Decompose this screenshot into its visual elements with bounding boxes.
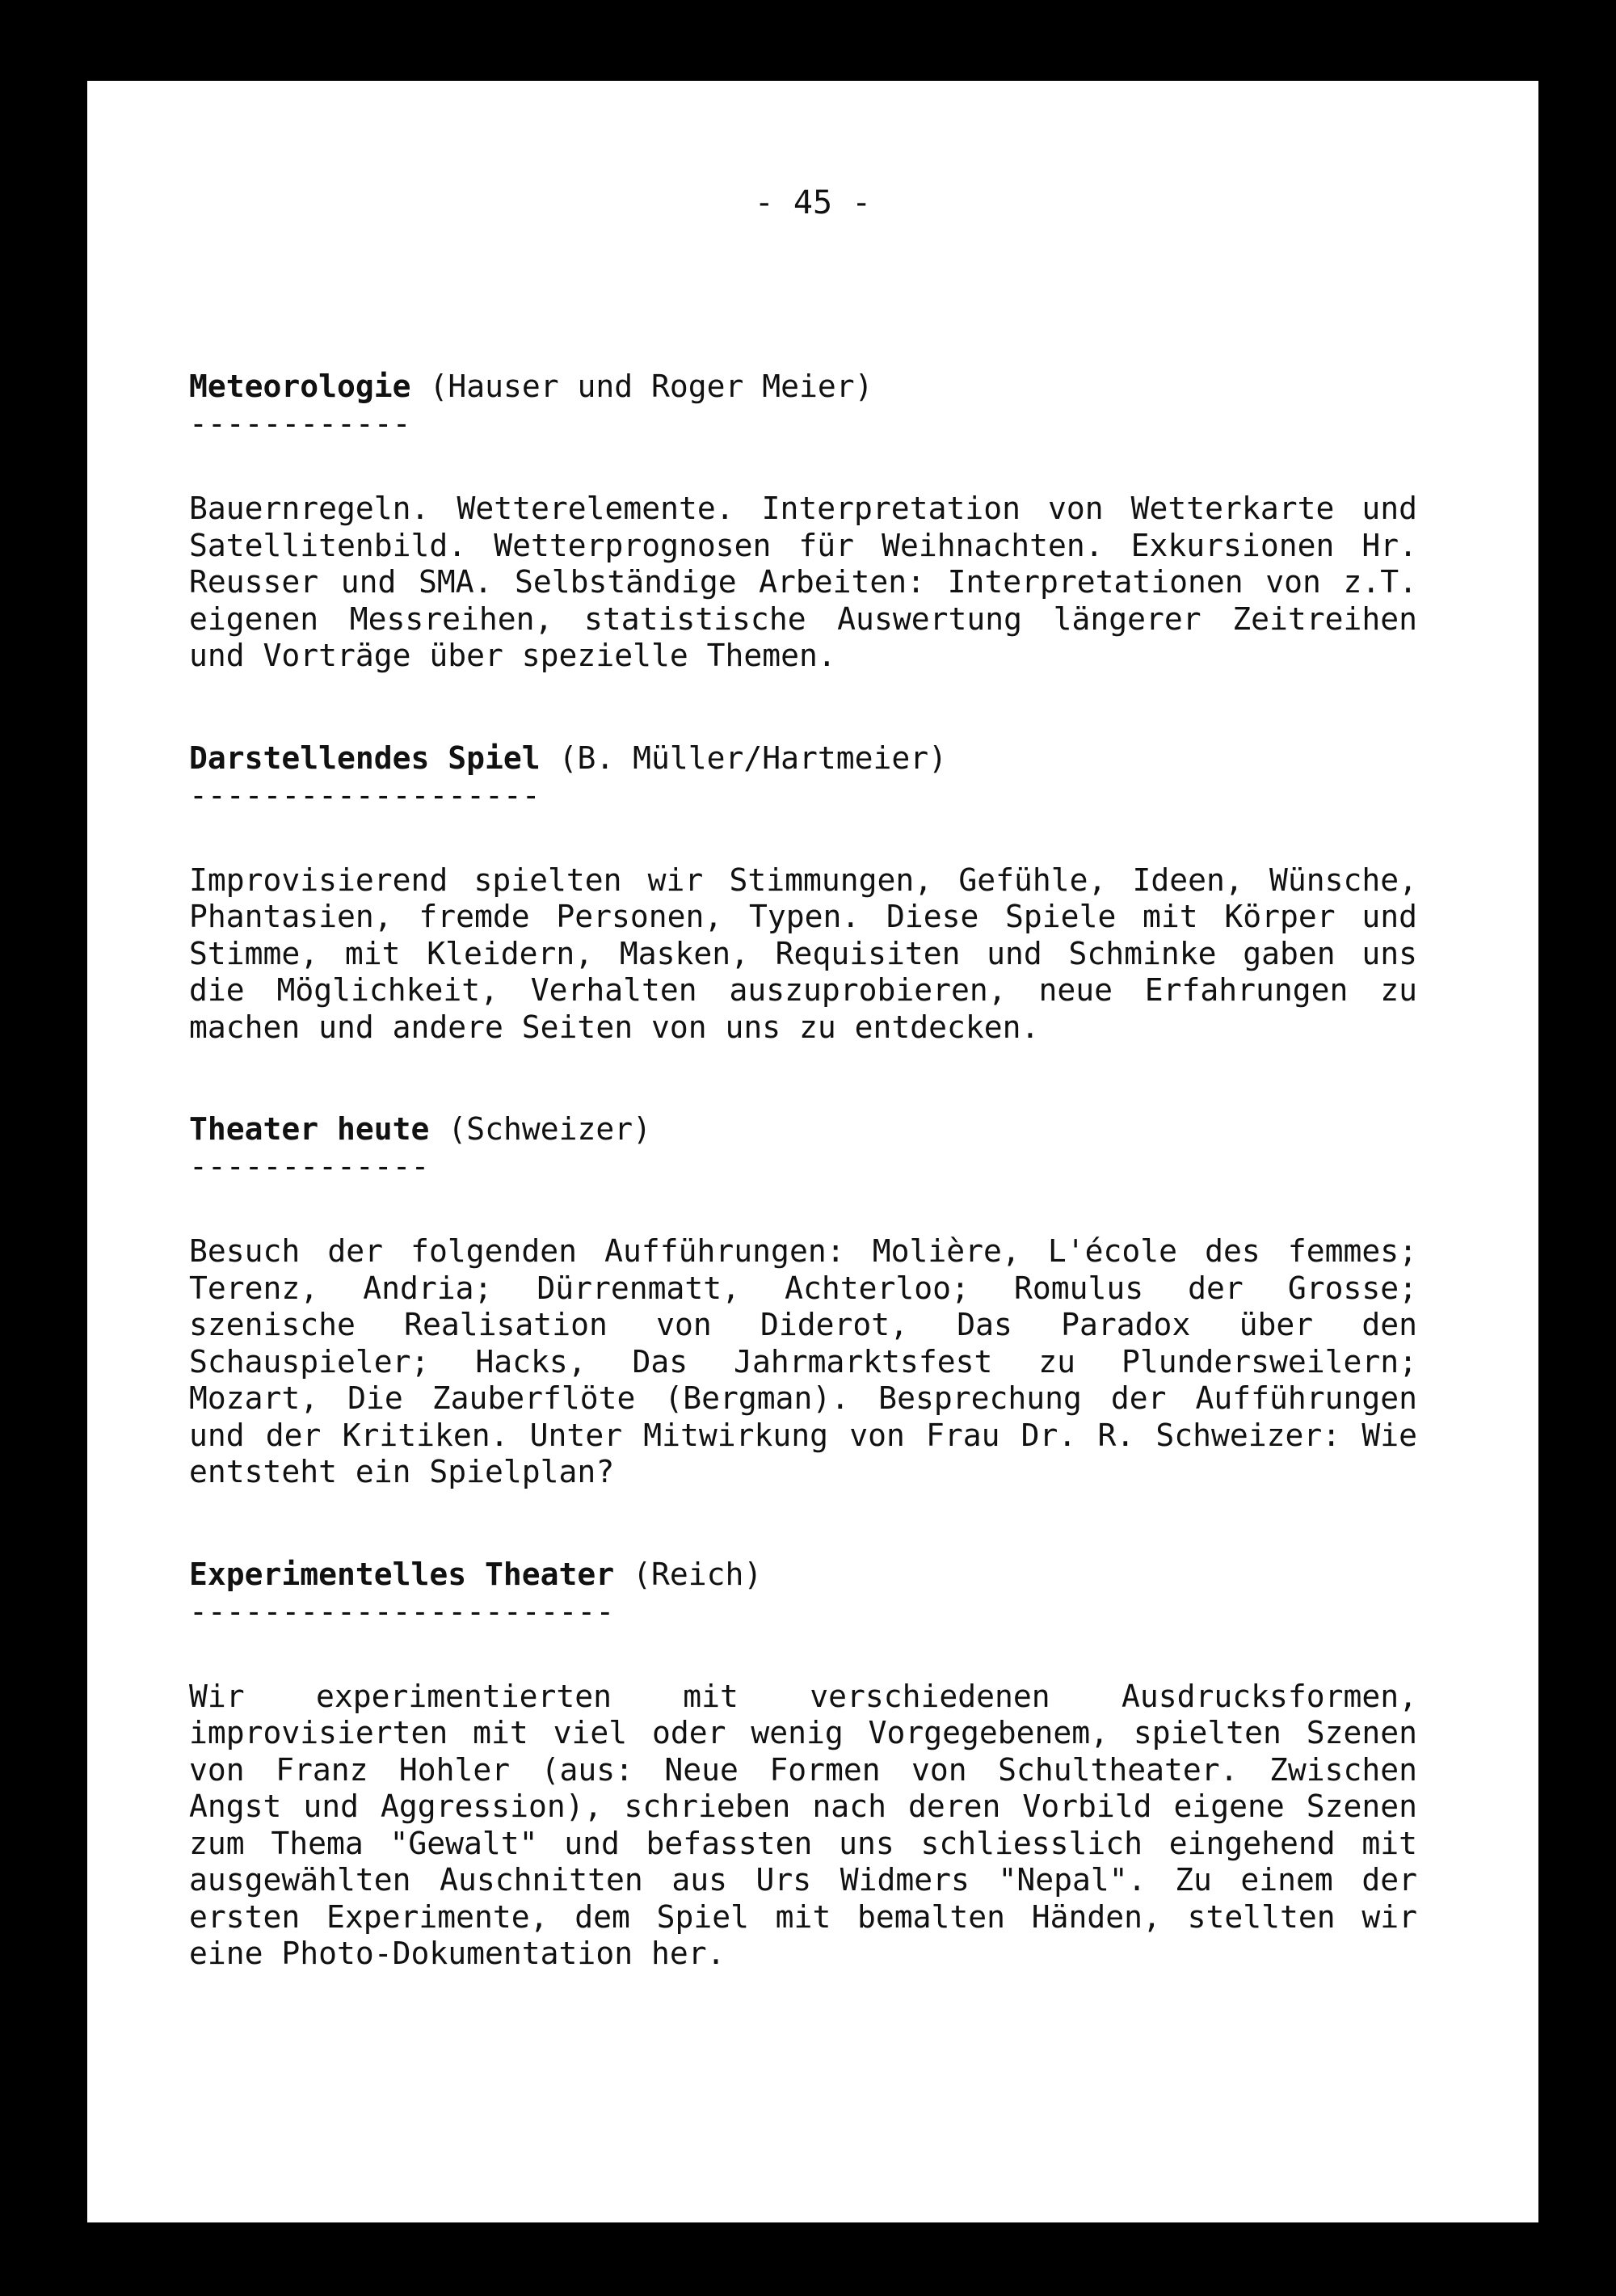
section-underline: ------------------- <box>189 777 541 813</box>
section-heading <box>189 368 1417 405</box>
page-content <box>189 368 1417 1973</box>
section-instructors: (B. Müller/Hartmeier) <box>558 739 948 776</box>
section-underline: ----------------------- <box>189 1593 615 1629</box>
section-body: Improvisierend spielten wir Stimmungen, Gefühle, Ideen, Wünsche, Phantasien, fremde Personen, Typen. Diese Spiele mit Körper und Stimme, mit Kleidern, Masken, Requisiten und Schminke gaben uns die Möglichkeit, Verhalten auszuprobieren, neue Erfahrungen zu machen und andere Seiten von uns zu entdecken. <box>189 862 1417 1045</box>
section-body: Besuch der folgenden Aufführungen: Molière, L'école des femmes; Terenz, Andria; Dürrenmatt, Achterloo; Romulus der Grosse; szenische Realisation von Diderot, Das Paradox über den Schauspieler; Hacks, Das Jahrmarktsfest zu Plundersweilern; Mozart, Die Zauberflöte (Bergman). Besprechung der Aufführungen und der Kritiken. Unter Mitwirkung von Frau Dr. R. Schweizer: Wie entsteht ein Spielplan? <box>189 1233 1417 1489</box>
section-title: Darstellendes Spiel <box>189 739 541 776</box>
page-number: - 45 - <box>754 184 872 221</box>
section-meteorologie <box>189 368 1417 675</box>
section-body: Wir experimentierten mit verschiedenen Ausdrucksformen, improvisierten mit viel oder wenig Vorgegebenem, spielten Szenen von Franz Hohler (aus: Neue Formen von Schultheater. Zwischen Angst und Aggression), schrieben nach deren Vorbild eigene Szenen zum Thema "Gewalt" und befassten uns schliesslich eingehend mit ausgewählten Auschnitten aus Urs Widmers "Nepal". Zu einem der ersten Experimente, dem Spiel mit bemalten Händen, stellten wir eine Photo-Dokumentation her. <box>189 1678 1417 1971</box>
section-experimentelles-theater <box>189 1556 1417 1973</box>
section-instructors: (Hauser und Roger Meier) <box>429 369 873 404</box>
section-title: Experimentelles Theater <box>189 1556 615 1592</box>
section-title: Meteorologie <box>189 369 411 404</box>
section-underline: ------------- <box>189 1148 430 1184</box>
section-theater-heute <box>189 1110 1417 1491</box>
section-darstellendes-spiel <box>189 739 1417 1047</box>
section-instructors: (Reich) <box>633 1556 763 1592</box>
section-heading <box>189 1110 1417 1148</box>
section-instructors: (Schweizer) <box>448 1111 651 1147</box>
section-title: Theater heute <box>189 1111 430 1147</box>
section-underline: ------------ <box>189 406 411 441</box>
document-page <box>87 81 1538 2222</box>
section-heading <box>189 1556 1417 1593</box>
section-heading <box>189 739 1417 777</box>
section-body: Bauernregeln. Wetterelemente. Interpretation von Wetterkarte und Satellitenbild. Wetterprognosen für Weihnachten. Exkursionen Hr. Reusser und SMA. Selbständige Arbeiten: Interpretationen von z.T. eigenen Messreihen, statistische Auswertung längerer Zeitreihen und Vorträge über spezielle Themen. <box>189 491 1417 673</box>
